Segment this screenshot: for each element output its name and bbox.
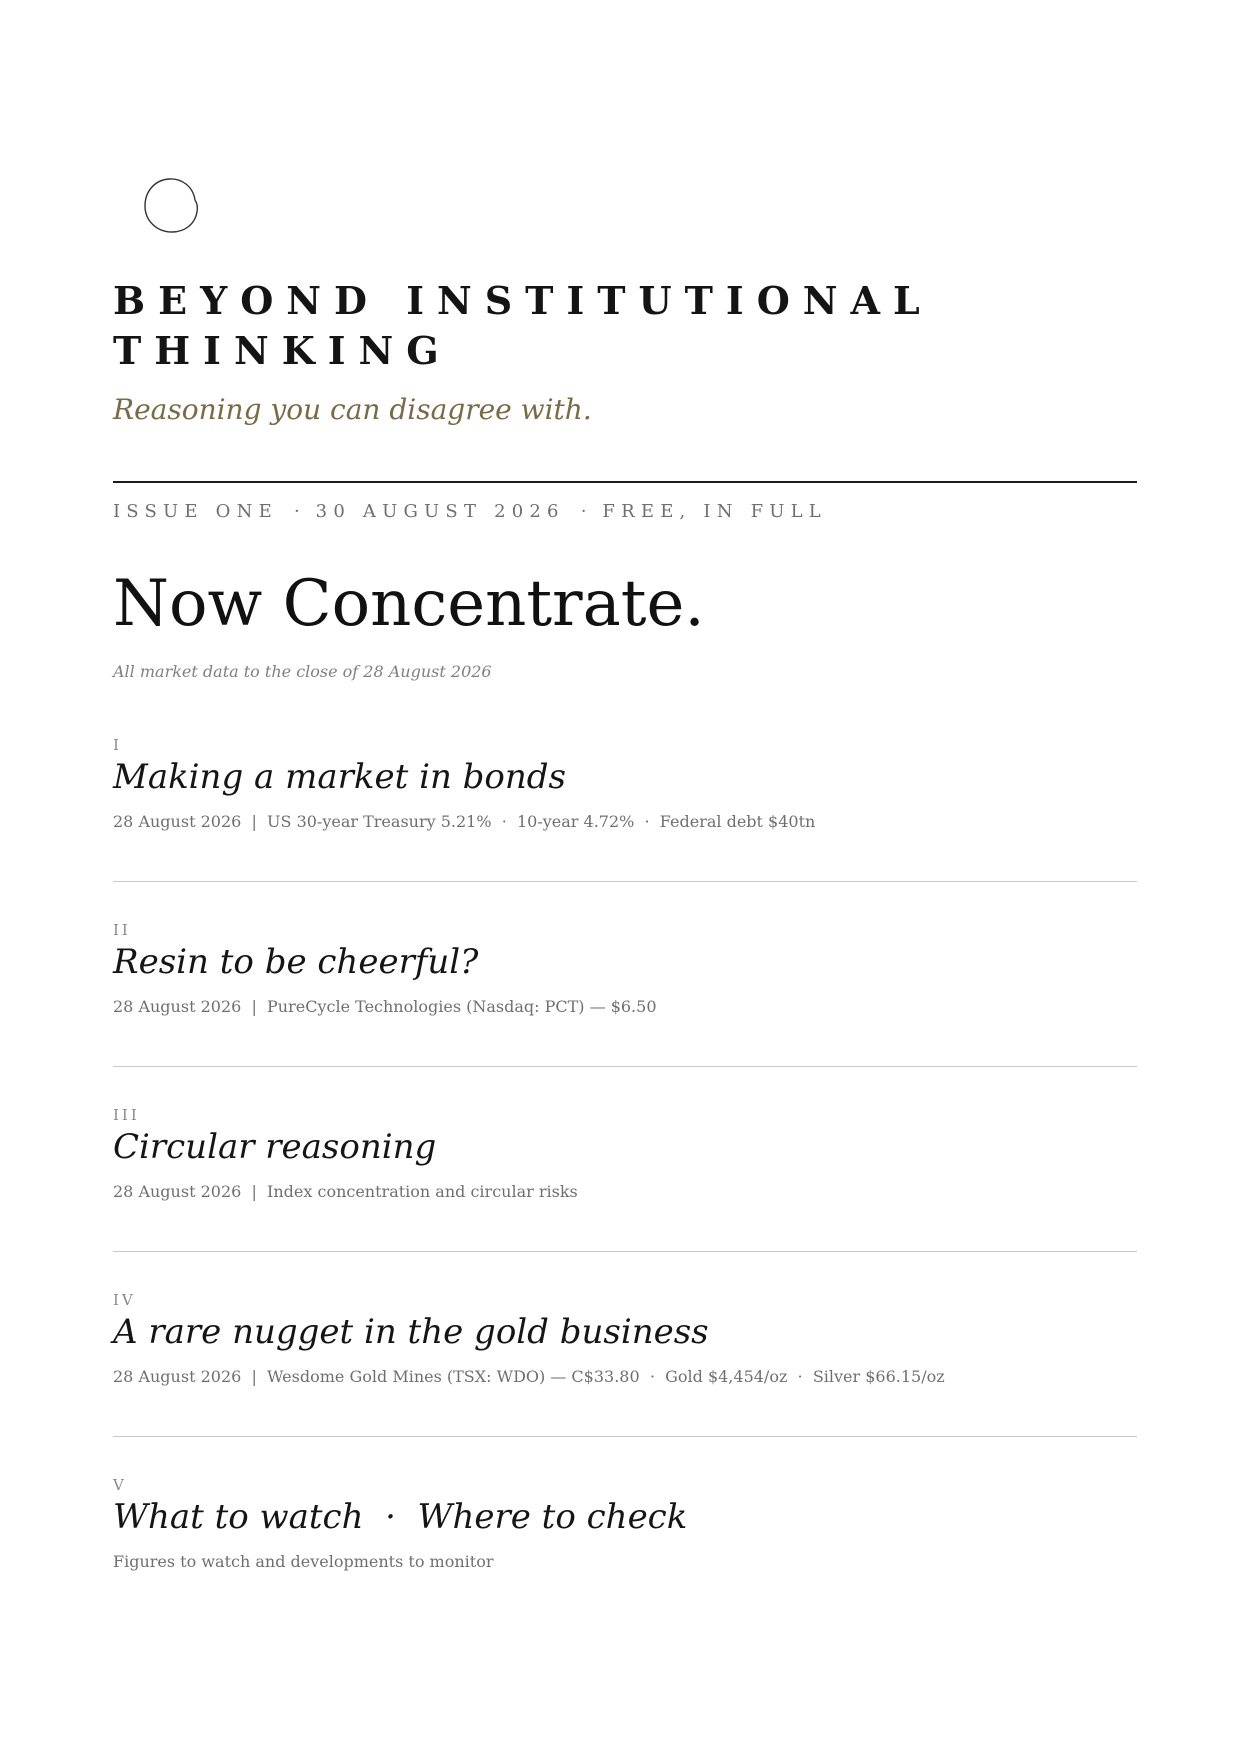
issue-separator: · (580, 501, 587, 522)
issue-number: ISSUE ONE (113, 501, 278, 522)
section-numeral: V (113, 1476, 127, 1494)
section-meta: Figures to watch and developments to monitor (113, 1552, 494, 1571)
market-data-note: All market data to the close of 28 August 2026 (113, 662, 492, 681)
issue-separator: · (293, 501, 300, 522)
section-divider (113, 881, 1137, 882)
issue-headline: Now Concentrate. (113, 567, 705, 641)
section-title[interactable]: Resin to be cheerful? (113, 942, 479, 982)
tagline: Reasoning you can disagree with. (113, 393, 592, 426)
section-numeral: I (113, 736, 122, 754)
section-meta: 28 August 2026 | US 30-year Treasury 5.21% · 10-year 4.72% · Federal debt $40tn (113, 812, 816, 831)
section-title[interactable]: Making a market in bonds (113, 757, 566, 797)
section-title[interactable]: A rare nugget in the gold business (113, 1312, 709, 1352)
section-title[interactable]: What to watch · Where to check (113, 1497, 688, 1537)
section-meta: 28 August 2026 | Index concentration and circular risks (113, 1182, 578, 1201)
section-meta: 28 August 2026 | Wesdome Gold Mines (TSX: WDO) — C$33.80 · Gold $4,454/oz · Silver $66.15/oz (113, 1367, 945, 1386)
section-numeral: II (113, 921, 131, 939)
masthead-title (113, 276, 1137, 376)
section-numeral: III (113, 1106, 140, 1124)
section-divider (113, 1436, 1137, 1437)
masthead-line-2: THINKING (113, 328, 452, 373)
masthead-line-1: BEYOND INSTITUTIONAL (113, 278, 933, 323)
section-title[interactable]: Circular reasoning (113, 1127, 437, 1167)
section-numeral: IV (113, 1291, 136, 1309)
issue-access: FREE, IN FULL (602, 501, 827, 522)
section-meta: 28 August 2026 | PureCycle Technologies (Nasdaq: PCT) — $6.50 (113, 997, 657, 1016)
masthead-divider (113, 481, 1137, 483)
circle-logo-icon (137, 172, 207, 242)
section-divider (113, 1066, 1137, 1067)
issue-line (113, 499, 827, 525)
section-divider (113, 1251, 1137, 1252)
issue-date: 30 AUGUST 2026 (315, 501, 565, 522)
